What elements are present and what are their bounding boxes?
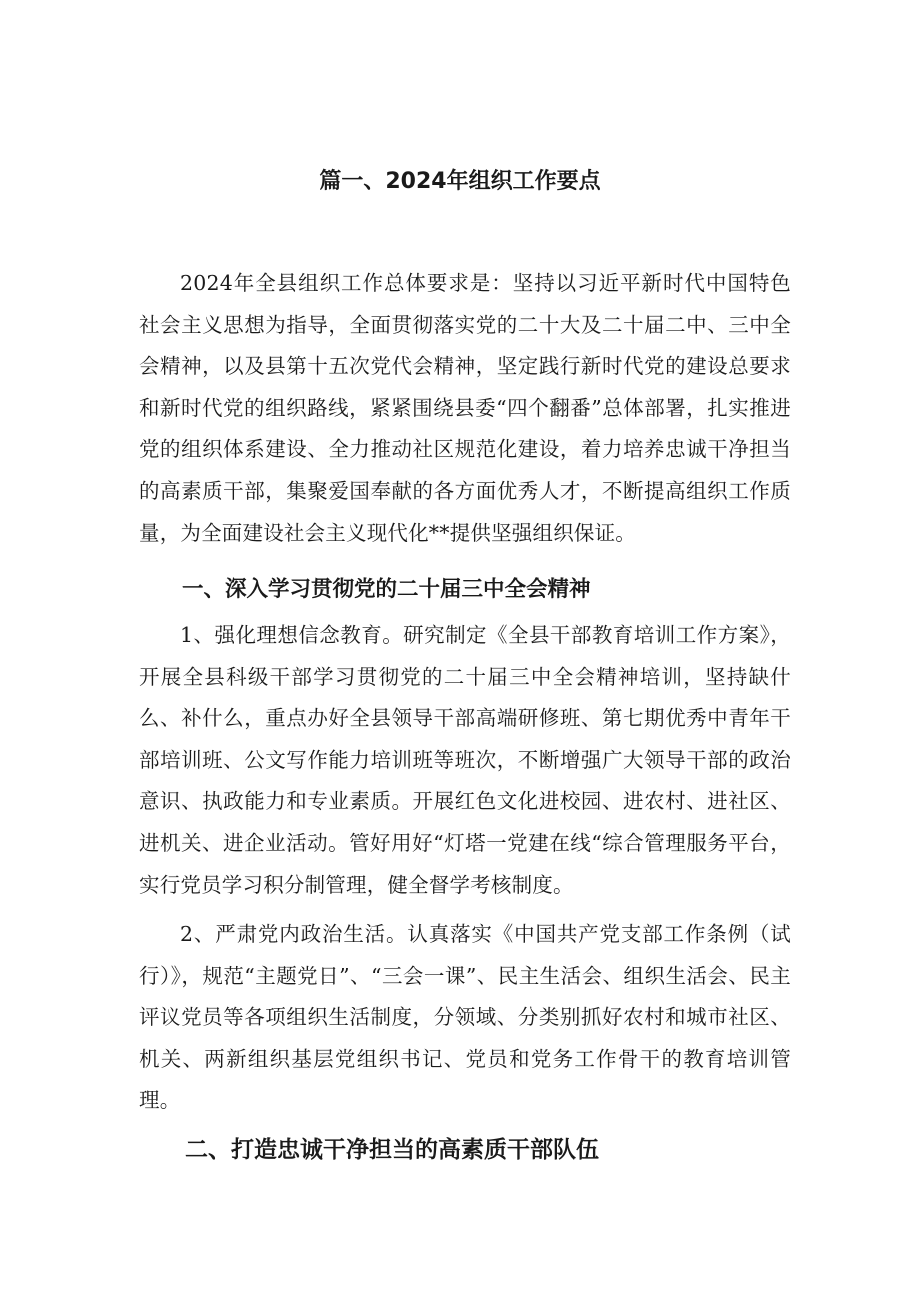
item-paragraph-2: 2、严肃党内政治生活。认真落实《中国共产党支部工作条例（试行）》，规范“主题党日”、“三会一课”、民主生活会、组织生活会、民主评议党员等各项组织生活制度，分领域、分类别抓好农村和城市社区、机关、两新组织基层党组织书记、党员和党务工作骨干的教育培训管理。 bbox=[139, 922, 791, 1113]
section-heading-1: 一、深入学习贯彻党的二十届三中全会精神 bbox=[182, 577, 591, 602]
section-heading-2: 二、打造忠诚干净担当的高素质干部队伍 bbox=[185, 1137, 599, 1163]
intro-paragraph: 2024年全县组织工作总体要求是：坚持以习近平新时代中国特色社会主义思想为指导，全面贯彻落实党的二十大及二十届二中、三中全会精神，以及县第十五次党代会精神，坚定践行新时代党的建设总要求和新时代党的组织路线，紧紧围绕县委“四个翻番”总体部署，扎实推进党的组织体系建设、全力推动社区规范化建设，着力培养忠诚干净担当的高素质干部，集聚爱国奉献的各方面优秀人才，不断提高组织工作质量，为全面建设社会主义现代化**提供坚强组织保证。 bbox=[139, 271, 791, 545]
item-paragraph-1: 1、强化理想信念教育。研究制定《全县干部教育培训工作方案》，开展全县科级干部学习贯彻党的二十届三中全会精神培训，坚持缺什么、补什么，重点办好全县领导干部高端研修班、第七期优秀中青年干部培训班、公文写作能力培训班等班次，不断增强广大领导干部的政治意识、执政能力和专业素质。开展红色文化进校园、进农村、进社区、进机关、进企业活动。管好用好“灯塔一党建在线“综合管理服务平台，实行党员学习积分制管理，健全督学考核制度。 bbox=[139, 623, 791, 897]
document-title: 篇一、2024年组织工作要点 bbox=[319, 169, 601, 194]
